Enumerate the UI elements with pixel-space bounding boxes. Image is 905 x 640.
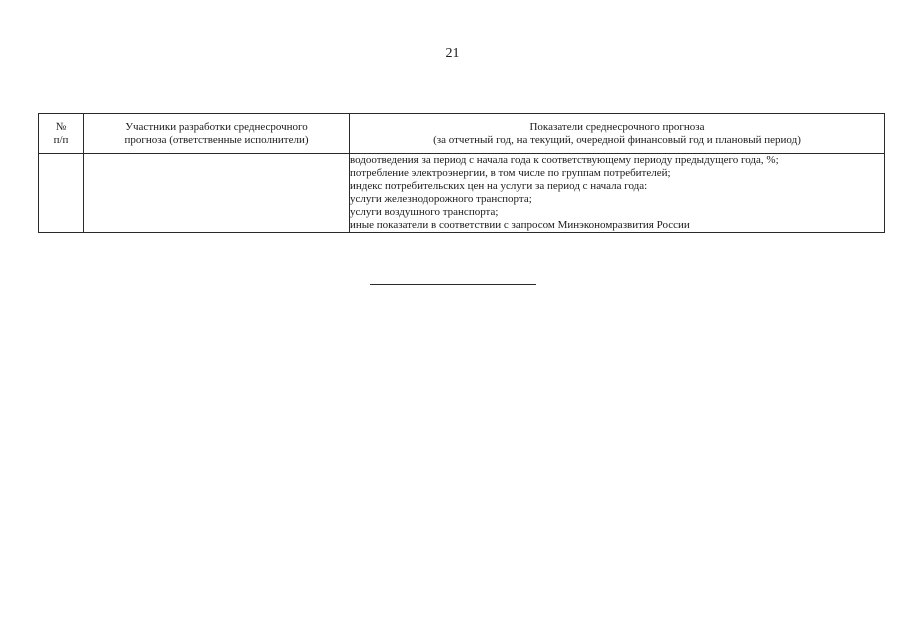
- indicator-line: индекс потребительских цен на услуги за период с начала года:: [350, 180, 648, 192]
- header-participants-line-2: прогноза (ответственные исполнители): [124, 133, 309, 146]
- row-indicators-cell: [350, 154, 885, 233]
- row-number-cell: [39, 154, 84, 233]
- page-number: 21: [445, 46, 460, 61]
- end-of-document-rule: [370, 284, 536, 285]
- header-number-line-2: п/п: [53, 133, 69, 146]
- row-participants-cell: [84, 154, 350, 233]
- header-number-line-1: №: [55, 120, 67, 133]
- indicator-line: иные показатели в соответствии с запросом Минэкономразвития России: [350, 219, 690, 231]
- indicator-line: услуги воздушного транспорта;: [350, 206, 499, 218]
- indicator-line: услуги железнодорожного транспорта;: [350, 193, 532, 205]
- forecast-indicators-table: [38, 113, 885, 233]
- header-indicators-line-2: (за отчетный год, на текущий, очередной финансовый год и плановый период): [433, 133, 801, 146]
- header-number: [39, 114, 84, 154]
- header-participants-line-1: Участники разработки среднесрочного: [125, 120, 308, 133]
- table-row: [39, 154, 885, 233]
- indicator-line: потребление электроэнергии, в том числе по группам потребителей;: [350, 167, 671, 179]
- header-participants: [84, 114, 350, 154]
- header-indicators-line-1: Показатели среднесрочного прогноза: [529, 120, 705, 133]
- indicator-line: водоотведения за период с начала года к соответствующему периоду предыдущего года, %;: [350, 154, 779, 166]
- table-header-row: [39, 114, 885, 154]
- header-indicators: [350, 114, 885, 154]
